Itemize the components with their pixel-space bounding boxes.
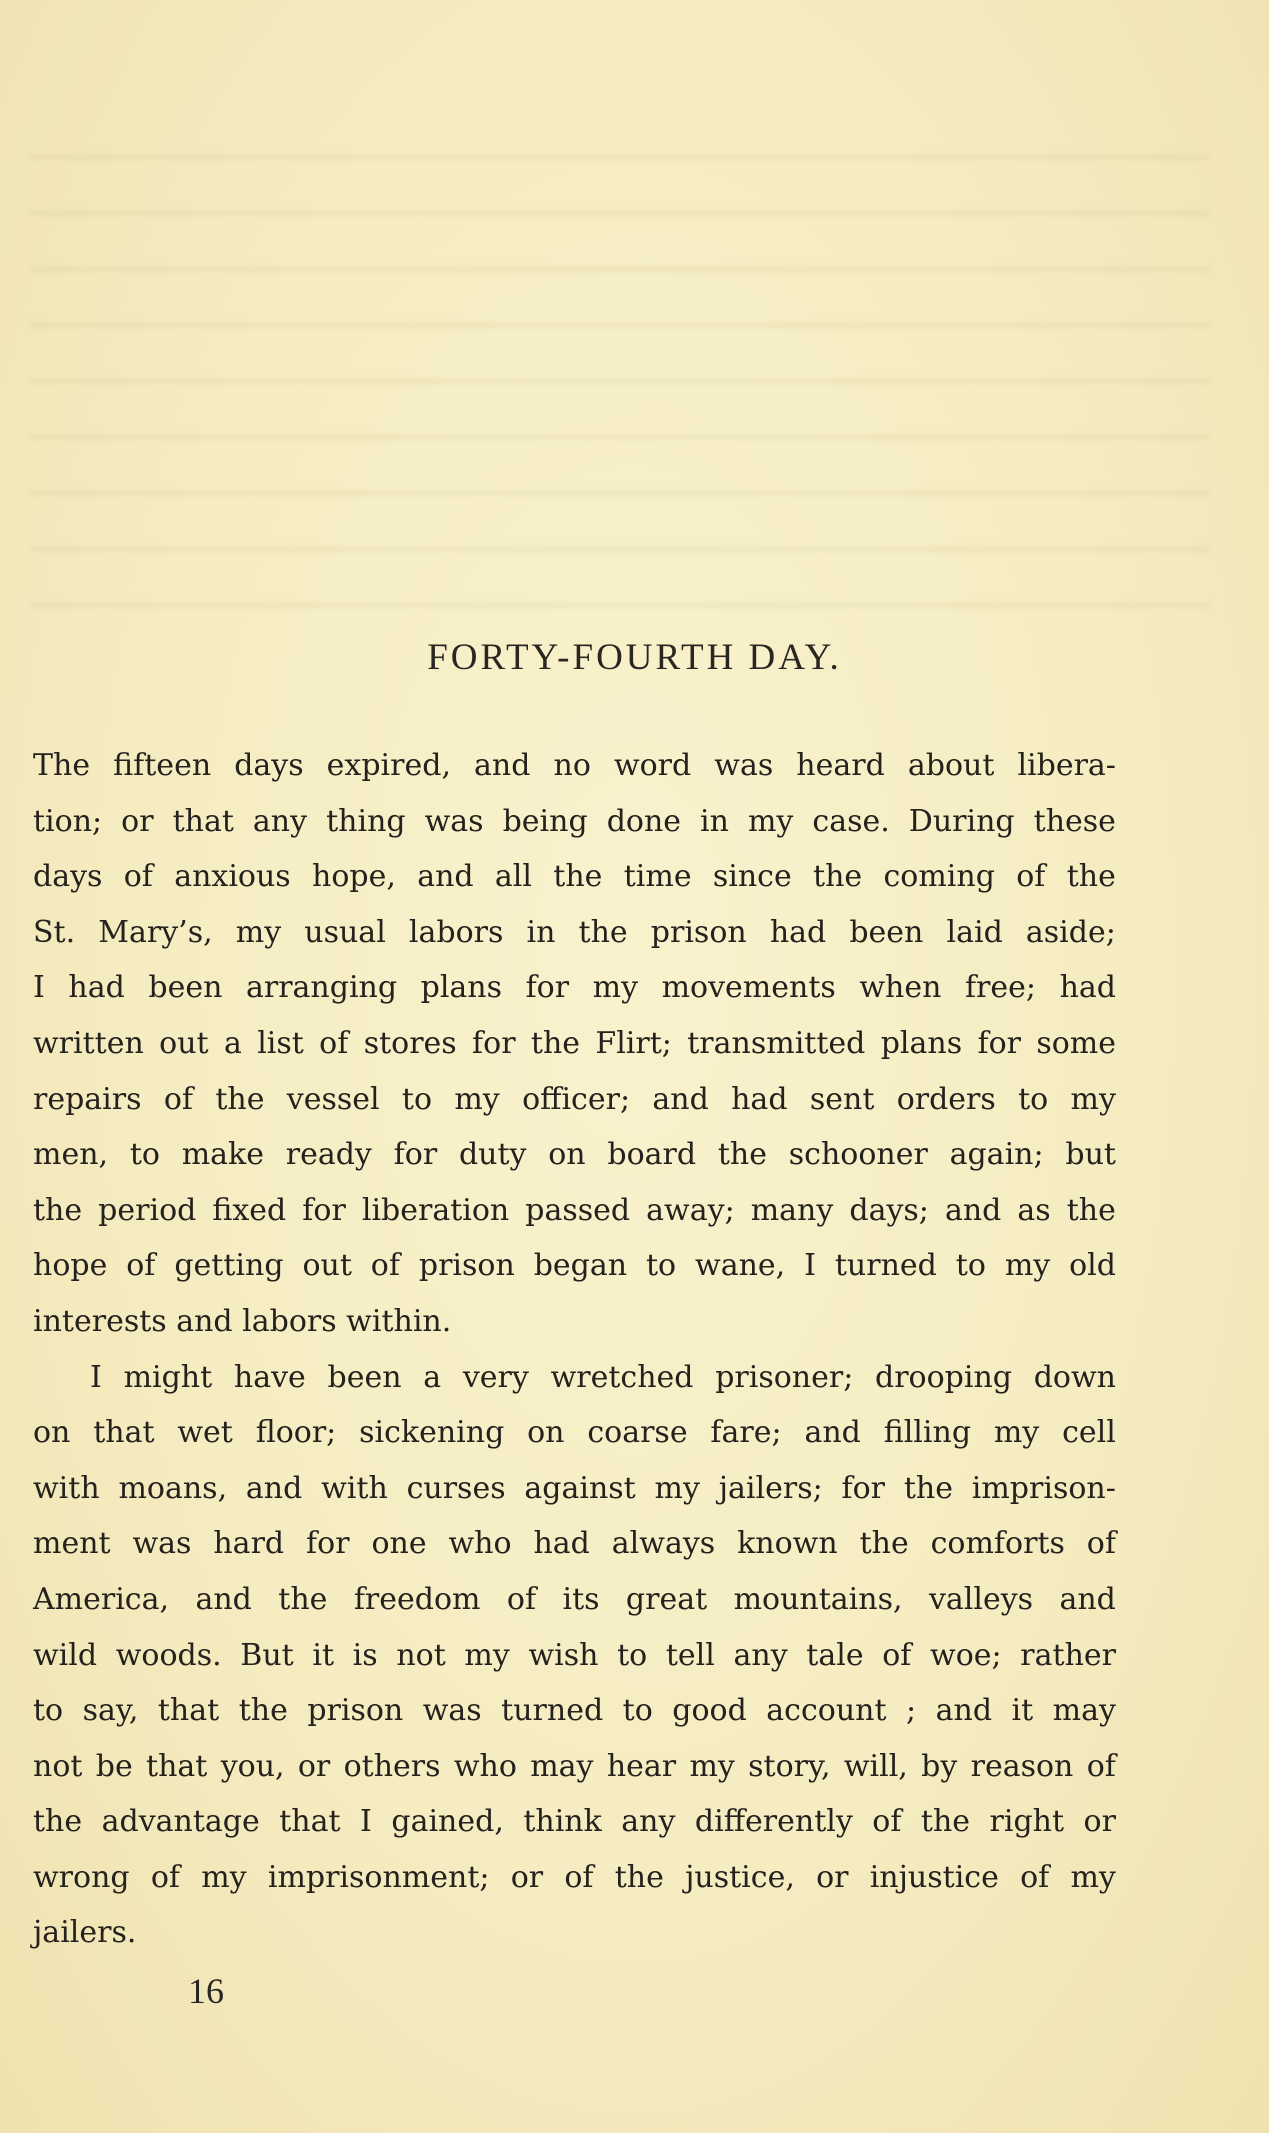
word: differently (694, 1804, 853, 1840)
text-line (33, 1405, 1116, 1461)
word: that (93, 1415, 155, 1451)
word: schooner (788, 1137, 928, 1173)
word: expired, (326, 748, 451, 783)
word: of (1086, 1526, 1116, 1562)
word: Flirt; (595, 1025, 672, 1061)
word: not (33, 1748, 83, 1784)
word: may (1052, 1693, 1116, 1729)
word: had (731, 1081, 788, 1117)
word: to (401, 1081, 433, 1117)
text-line (33, 1127, 1116, 1183)
text-line: jailers. (33, 1915, 137, 1951)
word: gained, (391, 1804, 504, 1840)
word: the (1066, 859, 1116, 895)
word: my (1070, 1081, 1116, 1117)
word: of (882, 1637, 912, 1673)
word: was (424, 803, 484, 839)
word: about (907, 748, 995, 783)
word: my (654, 1470, 700, 1506)
word: sent (809, 1081, 875, 1117)
word: vessel (286, 1081, 380, 1117)
word: getting (174, 1248, 284, 1284)
word: I (360, 1804, 372, 1840)
word: ; (906, 1693, 917, 1729)
word: to (129, 1137, 160, 1173)
word: the (1066, 1192, 1116, 1228)
word: again; (949, 1137, 1044, 1173)
word: and (195, 1581, 252, 1617)
word: wrong (33, 1859, 130, 1895)
word: for (841, 1470, 886, 1506)
word: of (1016, 859, 1046, 895)
text-line (33, 905, 1116, 961)
word: others (343, 1748, 441, 1784)
word: plans (420, 970, 503, 1006)
text-line: interests and labors within. (33, 1303, 452, 1339)
word: of (319, 1025, 349, 1061)
word: The (33, 748, 91, 783)
word: coming (883, 859, 995, 895)
word: had (769, 914, 827, 950)
word: or (510, 1859, 544, 1895)
word: with (33, 1470, 100, 1506)
word: mountains, (733, 1581, 903, 1617)
word: filling (883, 1415, 972, 1451)
word: on (527, 1415, 565, 1451)
word: orders (896, 1081, 996, 1117)
word: imprison- (971, 1470, 1116, 1506)
word: the (553, 859, 603, 895)
word: of (564, 1859, 594, 1895)
word: the (33, 1804, 83, 1840)
word: duty (458, 1137, 527, 1173)
word: the (33, 1192, 83, 1228)
text-line (33, 1016, 1116, 1072)
word: of (872, 1804, 902, 1840)
word: of (163, 1081, 193, 1117)
word: freedom (353, 1581, 481, 1617)
word: arranging (245, 970, 398, 1006)
word: or (816, 1859, 849, 1895)
word: its (562, 1581, 600, 1617)
word: Mary’s, (98, 914, 213, 950)
word: great (625, 1581, 708, 1617)
word: But (240, 1637, 294, 1673)
word: one (371, 1526, 427, 1562)
word: for (472, 1025, 516, 1061)
word: the (813, 859, 863, 895)
word: a (223, 1025, 242, 1061)
word: be (95, 1748, 133, 1784)
word: fifteen (113, 748, 212, 783)
word: away; (646, 1192, 735, 1228)
chapter-title: FORTY-FOURTH DAY. (427, 637, 842, 678)
word: or (1083, 1804, 1116, 1840)
word: free; (964, 970, 1037, 1006)
word: my (592, 970, 639, 1006)
word: in (526, 914, 556, 950)
word: it (1011, 1693, 1034, 1729)
word: my (689, 1748, 735, 1784)
body-text (33, 738, 1116, 1961)
word: done (606, 803, 682, 839)
word: turned (834, 1248, 937, 1284)
word: of (1020, 1859, 1050, 1895)
word: always (611, 1526, 716, 1562)
word: wish (528, 1637, 599, 1673)
word: in (700, 803, 729, 839)
word: any (252, 803, 308, 839)
word: reason (970, 1748, 1074, 1784)
word: my (993, 1415, 1040, 1451)
word: account (766, 1693, 887, 1729)
word: for (302, 1192, 346, 1228)
text-line (33, 1794, 1116, 1850)
word: and (804, 1415, 861, 1451)
word: began (533, 1248, 628, 1284)
word: wet (177, 1415, 233, 1451)
word: to (1018, 1081, 1049, 1117)
word: anxious (174, 859, 291, 895)
word: been (148, 970, 223, 1006)
word: woods. (115, 1637, 222, 1673)
word: to (955, 1248, 986, 1284)
word: comforts (930, 1526, 1065, 1562)
word: tell (665, 1637, 715, 1673)
word: have (233, 1359, 306, 1395)
word: time (623, 859, 692, 895)
word: might (123, 1359, 213, 1395)
word: been (327, 1359, 402, 1395)
word: for (306, 1526, 350, 1562)
word: with (321, 1470, 388, 1506)
word: word (613, 748, 692, 783)
word: of (506, 1581, 537, 1617)
word: to (645, 1248, 677, 1284)
word: when (859, 970, 942, 1006)
word: my (1070, 1859, 1116, 1895)
word: of (150, 1859, 180, 1895)
word: repairs (33, 1081, 142, 1117)
word: all (494, 859, 532, 895)
text-line (33, 1628, 1116, 1684)
word: you, (220, 1748, 285, 1784)
word: the (278, 1581, 328, 1617)
word: passed (525, 1192, 631, 1228)
word: wane, (695, 1248, 786, 1284)
word: hope (33, 1248, 108, 1284)
word: fixed (212, 1192, 287, 1228)
text-line (33, 1739, 1116, 1795)
word: St. (33, 914, 76, 950)
word: to (33, 1693, 64, 1729)
word: as (1017, 1192, 1051, 1228)
text-line (33, 1072, 1116, 1128)
word: floor; (255, 1415, 337, 1451)
word: movements (661, 970, 836, 1006)
word: and (474, 748, 531, 783)
word: usual (304, 914, 386, 950)
word: prison (418, 1248, 515, 1284)
word: good (672, 1693, 747, 1729)
word: board (607, 1137, 697, 1173)
word: injustice (869, 1859, 999, 1895)
text-line (33, 960, 1116, 1016)
word: since (712, 859, 792, 895)
word: being (502, 803, 588, 839)
word: say, (82, 1693, 139, 1729)
word: my (747, 803, 794, 839)
text-line (33, 1461, 1116, 1517)
word: labors (408, 914, 504, 950)
word: America, (33, 1581, 170, 1617)
word: my (201, 1859, 247, 1895)
word: days (33, 859, 103, 895)
text-line (33, 1238, 1116, 1294)
word: list (257, 1025, 304, 1061)
word: men, (33, 1137, 109, 1173)
word: the (614, 1859, 664, 1895)
text-line (33, 1572, 1116, 1628)
word: is (352, 1637, 378, 1673)
word: advantage (101, 1804, 260, 1840)
word: who (453, 1748, 517, 1784)
word: imprisonment; (267, 1859, 490, 1895)
word: but (1065, 1137, 1116, 1173)
text-line (33, 849, 1116, 905)
word: may (530, 1748, 594, 1784)
text-line (33, 794, 1116, 850)
word: to (622, 1693, 653, 1729)
word: ment (33, 1526, 111, 1562)
word: curses (406, 1470, 506, 1506)
word: or (297, 1748, 331, 1784)
word: that (279, 1804, 341, 1840)
word: wretched (550, 1359, 694, 1395)
word: the (717, 1137, 767, 1173)
word: for (525, 970, 570, 1006)
word: prisoner; (715, 1359, 854, 1395)
text-line (33, 1183, 1116, 1239)
word: thing (326, 803, 406, 839)
word: tion; (33, 803, 103, 839)
word: written (33, 1025, 144, 1061)
word: known (737, 1526, 838, 1562)
word: wild (33, 1637, 98, 1673)
word: fare; (710, 1415, 782, 1451)
word: cell (1062, 1415, 1116, 1451)
word: aside; (1025, 914, 1116, 950)
paragraph-2 (33, 1350, 1116, 1962)
word: the (920, 1804, 971, 1840)
word: my (235, 914, 282, 950)
word: prison (307, 1693, 404, 1729)
word: heard (796, 748, 885, 783)
word: the (238, 1693, 288, 1729)
word: plans (880, 1025, 963, 1061)
page-number: 16 (188, 1971, 224, 2011)
word: justice, (685, 1859, 795, 1895)
word: turned (501, 1693, 604, 1729)
word: any (733, 1637, 788, 1673)
word: I (90, 1359, 102, 1395)
word: had (533, 1526, 590, 1562)
word: make (181, 1137, 264, 1173)
word: of (123, 859, 153, 895)
text-line (33, 738, 1116, 794)
word: transmitted (687, 1025, 866, 1061)
word: of (1086, 1748, 1116, 1784)
word: tale (806, 1637, 864, 1673)
word: officer; (522, 1081, 631, 1117)
word: was (714, 748, 774, 783)
word: jailers; (718, 1470, 823, 1506)
text-line (33, 1683, 1116, 1739)
word: days; (849, 1192, 929, 1228)
show-through-text (30, 110, 1210, 610)
word: During (908, 803, 1015, 839)
word: to (617, 1637, 648, 1673)
word: that (146, 1748, 208, 1784)
word: I (804, 1248, 816, 1284)
word: case. (812, 803, 890, 839)
word: a (423, 1359, 442, 1395)
word: not (396, 1637, 446, 1673)
word: these (1033, 803, 1116, 839)
word: it (312, 1637, 335, 1673)
word: of (370, 1248, 400, 1284)
word: the (903, 1470, 953, 1506)
word: my (1004, 1248, 1051, 1284)
word: against (524, 1470, 636, 1506)
word: the (578, 914, 628, 950)
word: out (302, 1248, 352, 1284)
word: had (1059, 970, 1116, 1006)
word: by (921, 1748, 958, 1784)
word: on (33, 1415, 71, 1451)
word: days (234, 748, 304, 783)
word: that (157, 1693, 220, 1729)
word: hear (606, 1748, 677, 1784)
word: period (98, 1192, 197, 1228)
word: was (422, 1693, 482, 1729)
word: sickening (359, 1415, 505, 1451)
word: many (750, 1192, 834, 1228)
word: right (989, 1804, 1065, 1840)
word: and (417, 859, 474, 895)
word: out (159, 1025, 209, 1061)
word: down (1033, 1359, 1116, 1395)
word: or (121, 803, 154, 839)
word: some (1036, 1025, 1116, 1061)
word: and (652, 1081, 709, 1117)
word: hope, (312, 859, 396, 895)
word: I (33, 970, 45, 1006)
word: coarse (587, 1415, 688, 1451)
word: my (464, 1637, 510, 1673)
word: laid (946, 914, 1003, 950)
word: liberation (361, 1192, 510, 1228)
word: stores (363, 1025, 457, 1061)
word: moans, (118, 1470, 228, 1506)
word: story, (748, 1748, 831, 1784)
word: for (977, 1025, 1021, 1061)
word: any (621, 1804, 676, 1840)
word: prison (650, 914, 747, 950)
word: drooping (875, 1359, 1013, 1395)
word: libera- (1017, 748, 1116, 783)
word: hard (213, 1526, 285, 1562)
text-line (33, 1850, 1116, 1906)
word: think (523, 1804, 602, 1840)
word: had (68, 970, 125, 1006)
word: and (245, 1470, 303, 1506)
word: rather (1020, 1637, 1116, 1673)
word: ready (285, 1137, 372, 1173)
word: been (849, 914, 924, 950)
word: woe; (930, 1637, 1002, 1673)
word: who (448, 1526, 512, 1562)
word: for (393, 1137, 438, 1173)
paragraph-1 (33, 738, 1116, 1350)
word: old (1069, 1248, 1116, 1284)
word: was (132, 1526, 192, 1562)
word: on (548, 1137, 586, 1173)
word: and (944, 1192, 1002, 1228)
word: that (172, 803, 234, 839)
word: the (859, 1526, 909, 1562)
text-line (33, 1516, 1116, 1572)
word: my (454, 1081, 500, 1117)
word: and (1059, 1581, 1116, 1617)
word: the (530, 1025, 581, 1061)
word: no (553, 748, 591, 783)
word: very (462, 1359, 529, 1395)
word: the (215, 1081, 265, 1117)
word: and (935, 1693, 993, 1729)
word: valleys (928, 1581, 1034, 1617)
word: of (126, 1248, 156, 1284)
text-line (33, 1350, 1116, 1406)
word: will, (843, 1748, 908, 1784)
